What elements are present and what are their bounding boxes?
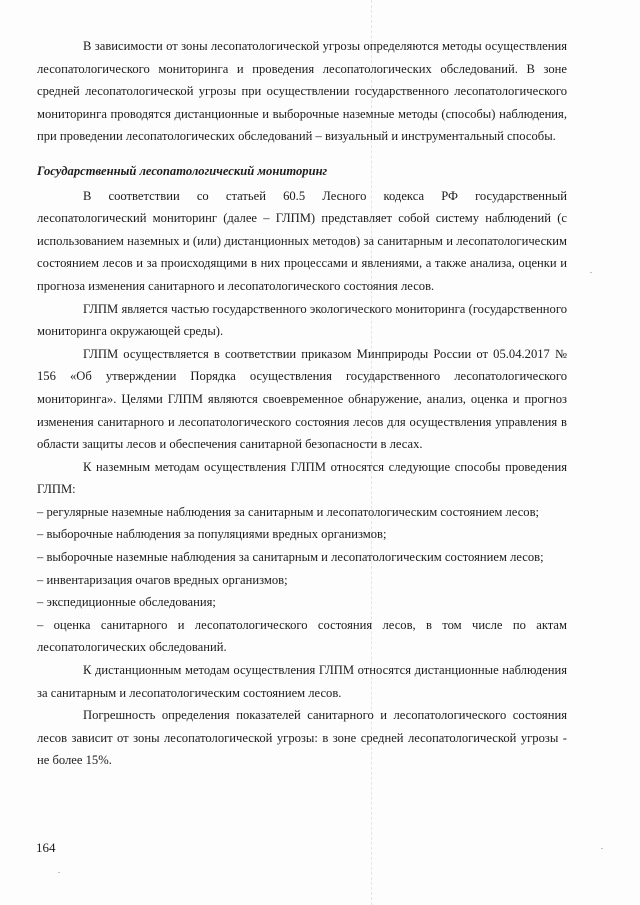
paragraph-error: Погрешность определения показателей санитарного и лесопатологического состояния лесов зависит от зоны лесопатологической угрозы: в зоне средней лесопатологической угрозы - не более 15%. bbox=[37, 708, 567, 768]
page-body bbox=[37, 35, 567, 772]
paragraph-order: ГЛПМ осуществляется в соответствии приказом Минприроды России от 05.04.2017 № 156 «Об утверждении Порядка осуществления государственного лесопатологического мониторинга». Целями ГЛПМ являются своевременное обнаружение, анализ, оценка и прогноз изменения санитарного и лесопатологического состояния лесов для осуществления управления в области защиты лесов и обеспечения санитарной безопасности в лесах. bbox=[37, 346, 567, 452]
paragraph-ground-methods: К наземным методам осуществления ГЛПМ относятся следующие способы проведения ГЛПМ: bbox=[37, 459, 567, 497]
list-item: – экспедиционные обследования; bbox=[37, 595, 216, 610]
scan-speck bbox=[590, 272, 592, 273]
page-number: 164 bbox=[36, 840, 56, 855]
section-heading: Государственный лесопатологический мониторинг bbox=[37, 163, 328, 178]
list-item: – регулярные наземные наблюдения за санитарным и лесопатологическим состоянием лесов; bbox=[37, 504, 540, 519]
list-item: – выборочные наземные наблюдения за санитарным и лесопатологическим состоянием лесов; bbox=[37, 550, 544, 565]
paragraph-definition: В соответствии со статьей 60.5 Лесного кодекса РФ государственный лесопатологический мониторинг (далее – ГЛПМ) представляет собой систему наблюдений (с использованием наземных и (или) дистанционных методов) за санитарным и лесопатологическим состоянием лесов и за происходящими в них процессами и явлениями, а также анализа, оценки и прогноза изменения санитарного и лесопатологического состояния лесов. bbox=[37, 188, 567, 293]
intro-paragraph: В зависимости от зоны лесопатологической угрозы определяются методы осуществления лесопатологического мониторинга и проведения лесопатологических обследований. В зоне средней лесопатологической угрозы при осуществлении государственного лесопатологического мониторинга проводятся дистанционные и выборочные наземные методы (способы) наблюдения, при проведении лесопатологических обследований – визуальный и инструментальный способы. bbox=[37, 39, 567, 144]
scan-speck bbox=[601, 848, 603, 849]
list-item: – оценка санитарного и лесопатологического состояния лесов, в том числе по актам лесопатологических обследований. bbox=[37, 617, 567, 655]
list-item: – выборочные наблюдения за популяциями вредных организмов; bbox=[37, 527, 387, 542]
paragraph-part-of: ГЛПМ является частью государственного экологического мониторинга (государственного мониторинга окружающей среды). bbox=[37, 301, 567, 339]
list-item: – инвентаризация очагов вредных организмов; bbox=[37, 572, 288, 587]
paragraph-remote-methods: К дистанционным методам осуществления ГЛПМ относятся дистанционные наблюдения за санитарным и лесопатологическим состоянием лесов. bbox=[37, 663, 567, 700]
scan-speck bbox=[58, 872, 60, 873]
